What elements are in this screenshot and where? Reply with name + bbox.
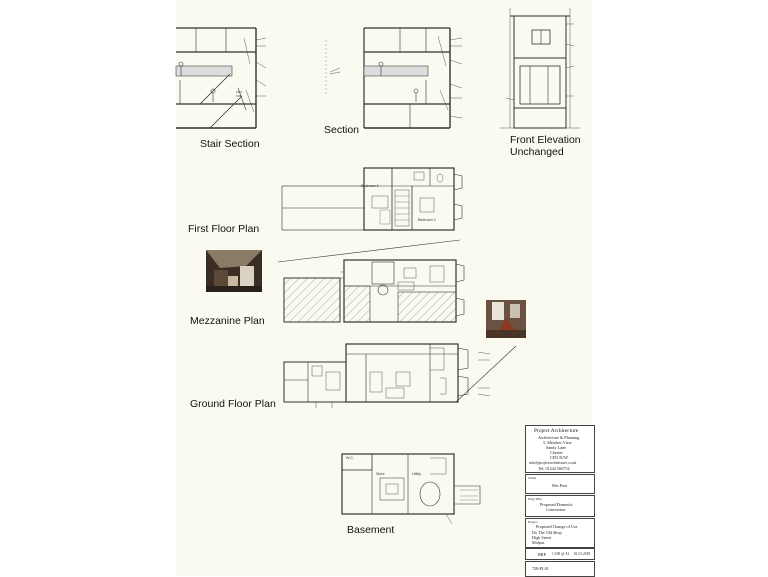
title-block-company [525, 425, 595, 473]
section-drawing [326, 28, 462, 128]
label-basement: Basement [347, 524, 395, 536]
title-block-project [525, 518, 595, 548]
drawing-title-caption: Dwg Title [528, 497, 542, 501]
drawn-by: BRP [538, 552, 546, 557]
project-line-3: High Street [532, 535, 552, 540]
company-subtitle: Architecture & Planning [538, 435, 580, 440]
label-section: Section [324, 124, 360, 136]
title-block-drawing-number [525, 561, 595, 577]
title-block-details [525, 548, 595, 560]
drawing-title-line-2: Conversion [546, 507, 566, 512]
company-address-3: Chester [550, 450, 563, 455]
label-front-elevation: Front Elevation [510, 134, 581, 146]
room-label-bedroom-2: Bedroom 2 [418, 218, 436, 222]
project-line-2: Do The Old Shop [532, 530, 562, 535]
project-caption: Project [528, 520, 538, 524]
ground-floor-plan-drawing [284, 344, 490, 408]
room-label-store: Store [376, 472, 385, 476]
room-label-w-c: W.C. [346, 456, 354, 460]
project-line-4: Malpas [532, 540, 545, 545]
ground-floor-photo [486, 300, 526, 338]
client-name: Mrs Peat [552, 483, 568, 488]
company-email: info@projectarchitecture.co.uk [529, 461, 577, 465]
label-stair-section: Stair Section [200, 138, 260, 150]
company-tel: Tel: 01244 566754 [538, 466, 570, 471]
label-first-floor-plan: First Floor Plan [188, 223, 260, 235]
mezzanine-photo [206, 250, 262, 292]
front-elevation-drawing [500, 8, 580, 128]
mezzanine-plan-drawing [284, 260, 464, 322]
label-mezzanine-plan: Mezzanine Plan [190, 315, 265, 327]
company-name: Project Architecture [534, 428, 579, 434]
stair-section-drawing [176, 28, 266, 128]
company-address-2: Sandy Lane [546, 445, 566, 450]
title-block-drawing-title [525, 495, 595, 517]
label-front-elevation-unchanged: Unchanged [510, 146, 564, 158]
room-label-bedroom-1: Bedroom 1 [361, 184, 379, 188]
room-label-utility: Utility [412, 472, 421, 476]
drawing-number: 728-PL01 [532, 566, 549, 571]
client-caption: Client [528, 476, 537, 480]
date: 01.01.2018 [574, 552, 591, 556]
basement-plan-drawing [342, 454, 480, 524]
drawing-title-line-1: Proposed Domestic [540, 502, 573, 507]
scale: 1:100 @ A1 [552, 552, 570, 556]
label-ground-floor-plan: Ground Floor Plan [190, 398, 276, 410]
project-line-1: Proposed Change of Use [536, 524, 578, 529]
title-block-client [525, 474, 595, 494]
company-address-1: 5, Meadow View [543, 440, 572, 445]
company-address-4: CH3 5UW [550, 455, 569, 460]
